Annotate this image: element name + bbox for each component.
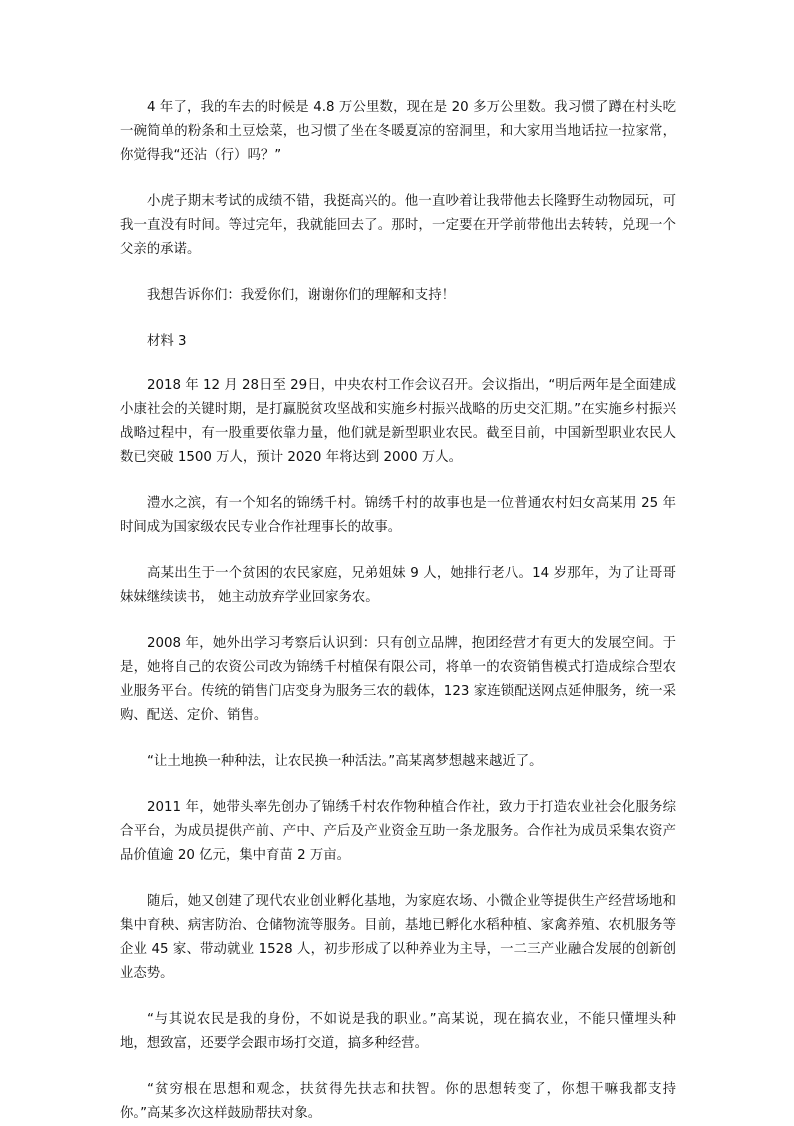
paragraph-thanks: 我想告诉你们：我爱你们，谢谢你们的理解和支持！ — [147, 288, 455, 303]
paragraph-mileage: 4 年了，我的车去的时候是 4.8 万公里数，现在是 20 多万公里数。我习惯了蹲在村头吃一碗简单的粉条和土豆烩菜，也习惯了坐在冬暖夏凉的窑洞里，和大家用当地话拉一拉家常，你觉得我“还沾（行）吗？” — [120, 100, 676, 163]
paragraph-2008-brand: 2008 年，她外出学习考察后认识到：只有创立品牌，抱团经营才有更大的发展空间。于是，她将自己的农资公司改为锦绣千村植保有限公司，将单一的农资销售模式打造成综合型农业服务平台。传统的销售门店变身为服务三农的载体，123 家连锁配送网点延伸服务，统一采购、配送、定价、销售。 — [120, 636, 676, 723]
material-heading: 材料 3 — [147, 334, 187, 349]
paragraph-profession-quote: “与其说农民是我的身份，不如说是我的职业。”高某说，现在搞农业，不能只懂埋头种地，想致富，还要学会跟市场打交道，搞多种经营。 — [120, 1012, 676, 1051]
paragraph-background: 高某出生于一个贫困的农民家庭，兄弟姐妹 9 人，她排行老八。14 岁那年，为了让哥哥妹妹继续读书， 她主动放弃学业回家务农。 — [120, 566, 676, 605]
paragraph-son-promise: 小虎子期末考试的成绩不错，我挺高兴的。他一直吵着让我带他去长隆野生动物园玩，可我一直没有时间。等过完年，我就能回去了。那时，一定要在开学前带他出去转转，兑现一个父亲的承诺。 — [120, 194, 676, 257]
paragraph-village-intro: 澧水之滨，有一个知名的锦绣千村。锦绣千村的故事也是一位普通农村妇女高某用 25 年时间成为国家级农民专业合作社理事长的故事。 — [120, 496, 676, 535]
paragraph-dream-quote: “让土地换一种种法，让农民换一种活法。”高某离梦想越来越近了。 — [147, 754, 543, 769]
paragraph-2011-cooperative: 2011 年，她带头率先创办了锦绣千村农作物种植合作社，致力于打造农业社会化服务综合平台，为成员提供产前、产中、产后及产业资金互助一条龙服务。合作社为成员采集农资产品价值逾 20 亿元，集中育苗 2 万亩。 — [120, 800, 676, 863]
paragraph-rural-conference: 2018 年 12 月 28日至 29日，中央农村工作会议召开。会议指出，“明后两年是全面建成小康社会的关键时期，是打赢脱贫攻坚战和实施乡村振兴战略的历史交汇期。”在实施乡村振兴战略过程中，有一股重要依靠力量，他们就是新型职业农民。截至目前，中国新型职业农民人数已突破 1500 万人，预计 2020 年将达到 2000 万人。 — [120, 378, 676, 465]
paragraph-poverty-quote: “贫穷根在思想和观念，扶贫得先扶志和扶智。你的思想转变了，你想干嘛我都支持你。”高某多次这样鼓励帮扶对象。 — [120, 1082, 676, 1121]
document-body — [120, 96, 676, 1126]
paragraph-incubation-base: 随后，她又创建了现代农业创业孵化基地，为家庭农场、小微企业等提供生产经营场地和集中育秧、病害防治、仓储物流等服务。目前，基地已孵化水稻种植、家禽养殖、农机服务等企业 45 家、带动就业 1528 人，初步形成了以种养业为主导，一二三产业融合发展的创新创业态势。 — [120, 894, 676, 981]
